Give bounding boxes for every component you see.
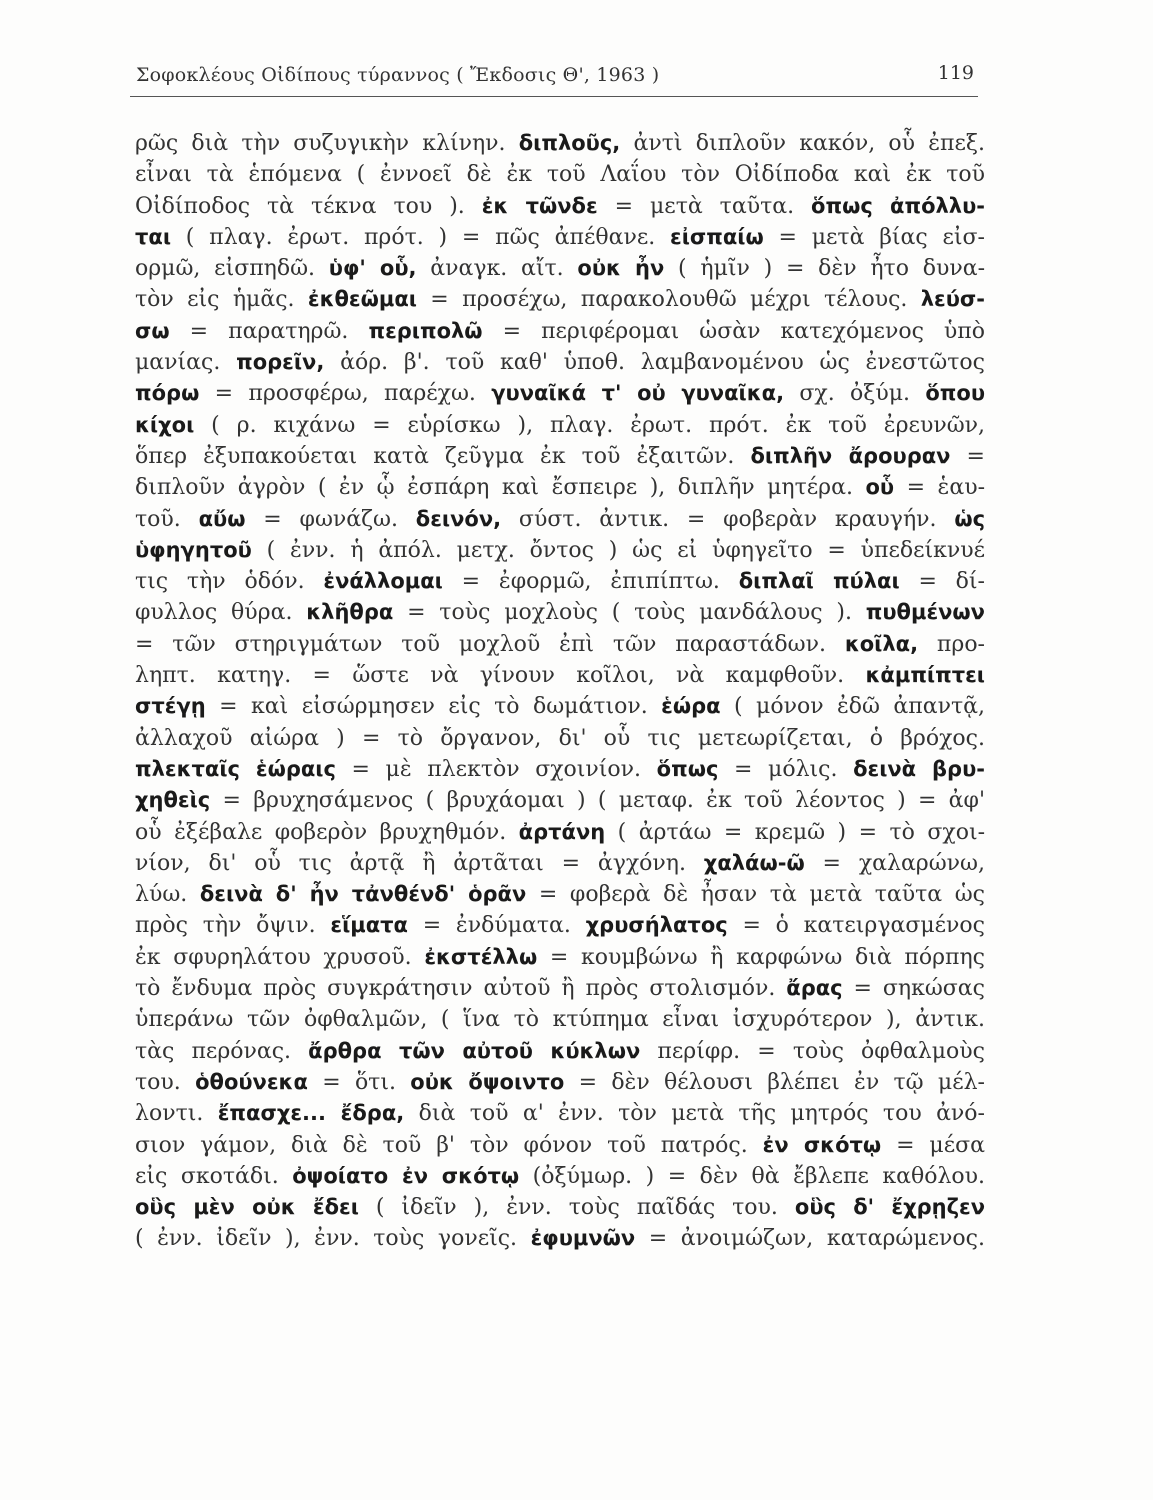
gloss-text: εἰς σκοτάδι. (135, 1163, 293, 1189)
gloss-text: ἀόρ. β'. τοῦ καθ' ὑποθ. λαμβανομένου ὡς ἐνεστῶτος (324, 350, 985, 376)
lemma-term: οὗ (865, 475, 895, 500)
gloss-text: ( ἀρτάω = κρεμῶ ) = τὸ σχοι- (605, 819, 985, 845)
lemma-term: κίχοι (135, 412, 195, 437)
lemma-term: στέγῃ (135, 694, 206, 719)
gloss-text: σιον γάμον, διὰ δὲ τοῦ β' τὸν φόνον τοῦ πατρός. (135, 1132, 763, 1158)
gloss-text: ληπτ. κατηγ. = ὥστε νὰ γίνουν κοῖλοι, νὰ καμφθοῦν. (135, 663, 866, 689)
gloss-text: ( ἰδεῖν ), ἐνν. τοὺς παῖδάς του. (358, 1195, 795, 1221)
text-line (135, 284, 985, 315)
gloss-text: σύστ. ἀντικ. = φοβερὰν κραυγήν. (501, 506, 955, 532)
gloss-text: φυλλος θύρα. (135, 600, 307, 626)
gloss-text: = φοβερὰ δὲ ἦσαν τὰ μετὰ ταῦτα ὡς (526, 882, 985, 908)
text-line (135, 910, 985, 941)
lemma-term: ὁθούνεκα (195, 1069, 308, 1094)
text-line (135, 691, 985, 722)
lemma-term: αὔω (198, 506, 246, 531)
lemma-term: κλῆθρα (306, 600, 394, 625)
text-line (135, 1036, 985, 1067)
lemma-term: χηθεὶς (135, 788, 211, 813)
gloss-text: = χαλαρώνω, (804, 850, 985, 876)
lemma-term: πορεῖν, (236, 350, 325, 375)
lemma-term: σω (135, 318, 170, 343)
gloss-text: περίφρ. = τοὺς ὀφθαλμοὺς (640, 1038, 985, 1064)
gloss-text: διπλοῦν ἀγρὸν ( ἐν ᾧ ἐσπάρη καὶ ἔσπειρε ), διπλῆν μητέρα. (135, 475, 866, 501)
text-line (135, 159, 985, 190)
gloss-text: = ὁ κατειργασμένος (727, 913, 985, 939)
commentary-text (135, 128, 985, 1255)
text-line (135, 1098, 985, 1129)
text-line (135, 566, 985, 597)
text-line (135, 253, 985, 284)
gloss-text: προ- (918, 631, 985, 657)
text-line (135, 973, 985, 1004)
gloss-text: ὅπερ ἐξυπακούεται κατὰ ζεῦγμα ἐκ τοῦ ἐξαιτῶν. (135, 443, 751, 469)
lemma-term: ὡς (954, 506, 986, 531)
gloss-text: (ὀξύμωρ. ) = δὲν θὰ ἔβλεπε καθόλου. (519, 1163, 985, 1189)
gloss-text: ὑπεράνω τῶν ὀφθαλμῶν, ( ἵνα τὸ κτύπημα εἶναι ἰσχυρότερον ), ἀντικ. (135, 1007, 985, 1033)
lemma-term: κοῖλα, (844, 631, 919, 656)
lemma-term: διπλαῖ πύλαι (738, 569, 900, 594)
text-line (135, 848, 985, 879)
lemma-term: ἐκ τῶνδε (481, 193, 598, 218)
text-line (135, 597, 985, 628)
lemma-term: διπλῆν ἄρουραν (750, 443, 951, 468)
lemma-term: ὀψοίατο ἐν σκότῳ (292, 1163, 520, 1188)
gloss-text: ορμῶ, εἰσπηδῶ. (135, 256, 329, 282)
gloss-text: ( μόνον ἐδῶ ἀπαντᾷ, (720, 694, 986, 720)
lemma-term: οὐκ ἦν (577, 256, 665, 281)
text-line (135, 817, 985, 848)
lemma-term: ὅπως ἀπόλλυ- (811, 193, 985, 218)
gloss-text: = ἐφορμῶ, ἐπιπίπτω. (442, 569, 739, 595)
gloss-text: τὰς περόνας. (135, 1038, 309, 1064)
text-line (135, 785, 985, 816)
gloss-text: ἀντὶ διπλοῦν κακόν, οὗ ἐπεξ. (620, 131, 986, 156)
lemma-term: ἐκστέλλω (424, 944, 538, 969)
text-line (135, 191, 985, 222)
lemma-term: ἐνάλλομαι (323, 569, 443, 594)
gloss-text: = ὅτι. (307, 1069, 411, 1095)
gloss-text: = (950, 443, 985, 469)
gloss-text: σχ. ὀξύμ. (784, 381, 926, 407)
gloss-text: ἐκ σφυρηλάτου χρυσοῦ. (135, 944, 425, 970)
gloss-text: = μέσα (881, 1132, 985, 1158)
lemma-term: λεύσ- (920, 287, 985, 312)
lemma-term: οὓς δ' ἔχρῃζεν (794, 1195, 985, 1220)
lemma-term: ἄρας (786, 976, 843, 1001)
text-line (135, 723, 985, 754)
lemma-term: εἵματα (330, 913, 408, 938)
gloss-text: πρὸς τὴν ὄψιν. (135, 913, 331, 939)
lemma-term: οὐκ ὄψοιντο (410, 1069, 565, 1094)
text-line (135, 410, 985, 441)
lemma-term: δεινὰ βρυ- (853, 756, 985, 781)
gloss-text: = δὲν θέλουσι βλέπει ἐν τῷ μέλ- (564, 1069, 985, 1095)
gloss-text: = μετὰ ταῦτα. (597, 193, 812, 219)
gloss-text: = φωνάζω. (245, 506, 416, 532)
text-line (135, 316, 985, 347)
lemma-term: ται (135, 224, 172, 249)
gloss-text: = τῶν στηριγμάτων τοῦ μοχλοῦ ἐπὶ τῶν παραστάδων. (135, 631, 845, 657)
gloss-text: ρῶς διὰ τὴν συζυγικὴν κλίνην. (135, 131, 519, 156)
gloss-text: διὰ τοῦ α' ἐνν. τὸν μετὰ τῆς μητρός του ἀνό- (404, 1101, 985, 1127)
text-line (135, 754, 985, 785)
gloss-text: του. (135, 1069, 196, 1095)
gloss-text: νίον, δι' οὗ τις ἀρτᾷ ἢ ἀρτᾶται = ἀγχόνη. (135, 850, 704, 876)
text-line (135, 472, 985, 503)
lemma-term: δεινὰ δ' ἦν τἀνθένδ' ὁρᾶν (199, 882, 527, 907)
lemma-term: περιπολῶ (368, 318, 483, 343)
lemma-term: πλεκταῖς ἑώραις (135, 756, 336, 781)
lemma-term: γυναῖκά τ' οὐ γυναῖκα, (491, 381, 785, 406)
lemma-term: ἐφυμνῶν (530, 1226, 636, 1251)
lemma-term: ἑώρα (661, 694, 721, 719)
lemma-term: οὓς μὲν οὐκ ἔδει (135, 1195, 359, 1220)
lemma-term: ὅπου (925, 381, 986, 406)
text-line (135, 660, 985, 691)
gloss-text: = προσέχω, παρακολουθῶ μέχρι τέλους. (416, 287, 921, 313)
lemma-term: χαλάω-ῶ (703, 850, 805, 875)
text-line (135, 378, 985, 409)
lemma-term: ὑφηγητοῦ (135, 537, 252, 562)
text-line (135, 504, 985, 535)
gloss-text: ( ἐνν. ἰδεῖν ), ἐνν. τοὺς γονεῖς. (135, 1226, 531, 1252)
lemma-term: πόρω (135, 381, 200, 406)
gloss-text: = περιφέρομαι ὡσὰν κατεχόμενος ὑπὸ (482, 318, 985, 344)
gloss-text: = παρατηρῶ. (169, 318, 369, 344)
lemma-term: δεινόν, (415, 506, 502, 531)
lemma-term: ἐκθεῶμαι (307, 287, 417, 312)
text-line (135, 128, 985, 159)
gloss-text: τοῦ. (135, 506, 199, 532)
text-line (135, 1161, 985, 1192)
gloss-text: τὸν εἰς ἡμᾶς. (135, 287, 308, 313)
gloss-text: = ἐνδύματα. (408, 913, 586, 939)
gloss-text: ( πλαγ. ἐρωτ. πρότ. ) = πῶς ἀπέθανε. (171, 224, 670, 250)
header-rule (130, 96, 978, 97)
gloss-text: λοντι. (135, 1101, 218, 1127)
gloss-text: οὗ ἐξέβαλε φοβερὸν βρυχηθμόν. (135, 819, 519, 845)
gloss-text: = καὶ εἰσώρμησεν εἰς τὸ δωμάτιον. (205, 694, 662, 720)
text-line (135, 535, 985, 566)
text-line (135, 1223, 985, 1254)
gloss-text: εἶναι τὰ ἑπόμενα ( ἐννοεῖ δὲ ἐκ τοῦ Λαΐου τὸν Οἰδίποδα καὶ ἐκ τοῦ (135, 162, 985, 188)
gloss-text: τις τὴν ὁδόν. (135, 569, 324, 595)
running-head (130, 62, 980, 92)
lemma-term: ὑφ' οὗ, (328, 256, 417, 281)
gloss-text: ( ἐνν. ἡ ἀπόλ. μετχ. ὄντος ) ὡς εἰ ὑφηγεῖτο = ὑπεδείκνυέ (251, 537, 985, 563)
gloss-text: ( ρ. κιχάνω = εὑρίσκω ), πλαγ. ἐρωτ. πρότ. ἐκ τοῦ ἐρευνῶν, (194, 412, 985, 438)
gloss-text: μανίας. (135, 350, 237, 376)
page-number: 119 (937, 62, 974, 84)
gloss-text: ἀλλαχοῦ αἰώρα ) = τὸ ὄργανον, δι' οὗ τις μετεωρίζεται, ὁ βρόχος. (135, 725, 985, 751)
gloss-text: = μόλις. (718, 756, 854, 782)
gloss-text: = τοὺς μοχλοὺς ( τοὺς μανδάλους ). (393, 600, 866, 626)
gloss-text: = μετὰ βίας εἰσ- (763, 224, 985, 250)
text-line (135, 222, 985, 253)
lemma-term: χρυσήλατος (585, 913, 728, 938)
text-line (135, 879, 985, 910)
lemma-term: ἄρθρα τῶν αὐτοῦ κύκλων (308, 1038, 641, 1063)
gloss-text: ( ἡμῖν ) = δὲν ἦτο δυνα- (664, 256, 986, 282)
text-line (135, 347, 985, 378)
lemma-term: ὅπως (656, 756, 719, 781)
lemma-term: ἔπασχε... ἔδρα, (217, 1101, 405, 1126)
text-line (135, 942, 985, 973)
gloss-text: τὸ ἔνδυμα πρὸς συγκράτησιν αὐτοῦ ἢ πρὸς στολισμόν. (135, 976, 787, 1002)
gloss-text: = κουμβώνω ἢ καρφώνω διὰ πόρπης (537, 944, 985, 970)
text-line (135, 1067, 985, 1098)
text-line (135, 1130, 985, 1161)
lemma-term: εἰσπαίω (670, 224, 764, 249)
gloss-text: λύω. (135, 882, 200, 908)
text-line (135, 629, 985, 660)
gloss-text: Οἰδίποδος τὰ τέκνα του ). (135, 193, 482, 219)
lemma-term: κἀμπίπτει (865, 663, 985, 688)
gloss-text: = σηκώσας (842, 976, 985, 1002)
gloss-text: = ἀνοιμώζων, καταρώμενος. (635, 1226, 985, 1252)
lemma-term: ἐν σκότῳ (762, 1132, 882, 1157)
gloss-text: = βρυχησάμενος ( βρυχάομαι ) ( μεταφ. ἐκ τοῦ λέοντος ) = ἀφ' (210, 788, 985, 814)
text-line (135, 1192, 985, 1223)
text-line (135, 1004, 985, 1035)
lemma-term: πυθμένων (865, 600, 985, 625)
gloss-text: = προσφέρω, παρέχω. (199, 381, 492, 407)
lemma-term: διπλοῦς, (518, 131, 621, 155)
gloss-text: ἀναγκ. αἴτ. (416, 256, 578, 282)
running-title: Σοφοκλέους Οἰδίπους τύραννος ( Ἔκδοσις Θ', 1963 ) (136, 64, 660, 86)
gloss-text: = ἑαυ- (894, 475, 985, 501)
gloss-text: = μὲ πλεκτὸν σχοινίον. (335, 756, 657, 782)
lemma-term: ἀρτάνη (518, 819, 606, 844)
gloss-text: = δί- (899, 569, 985, 595)
text-line (135, 441, 985, 472)
